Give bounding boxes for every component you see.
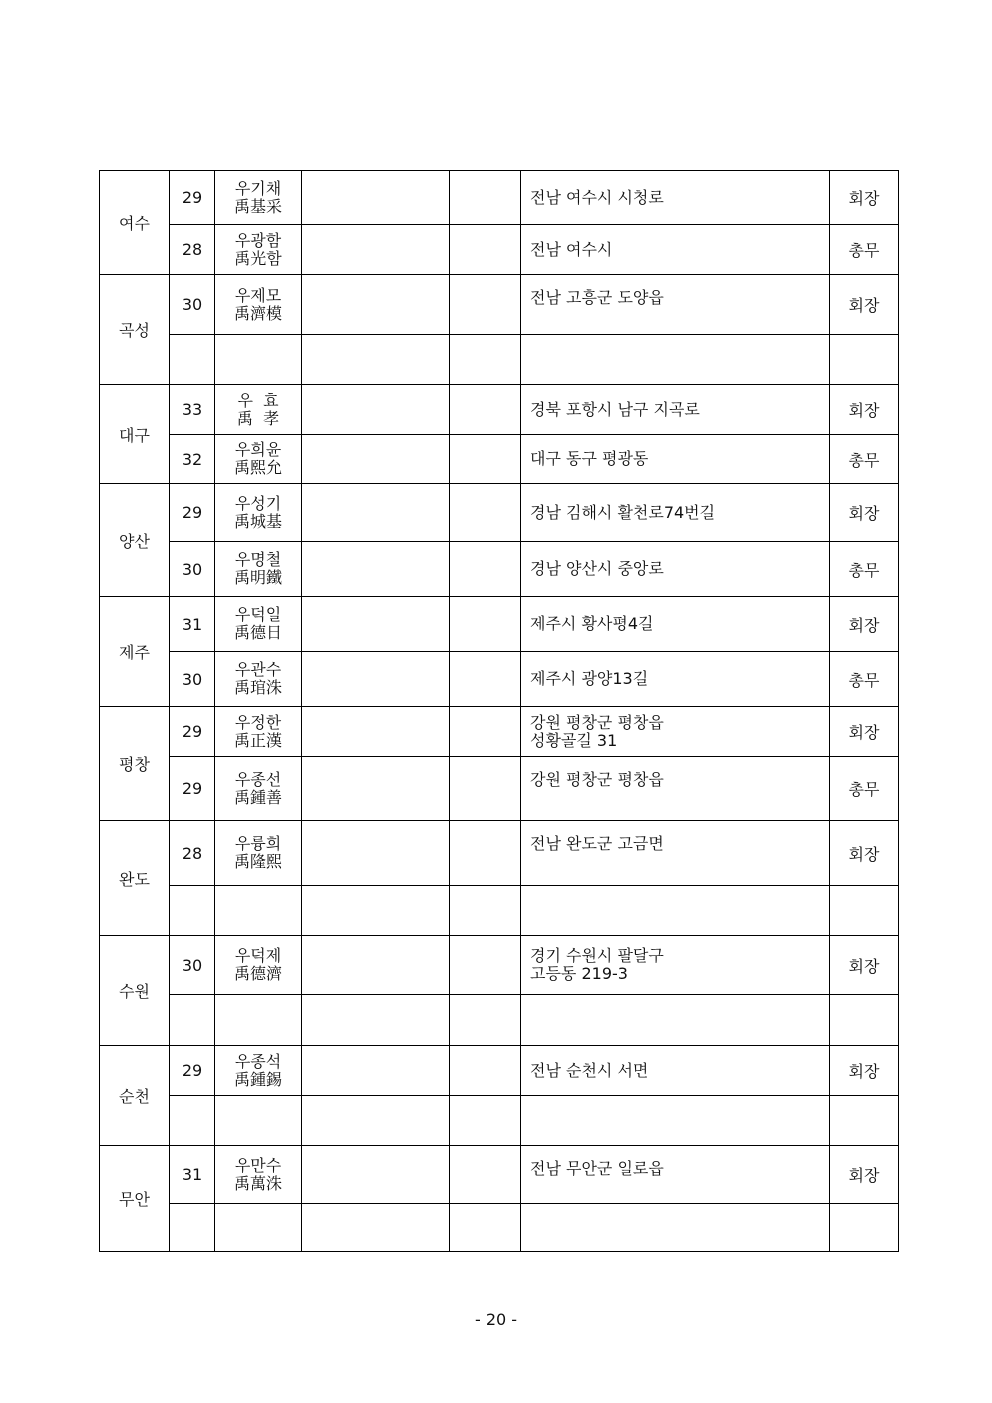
name-korean: 우희윤	[234, 440, 282, 459]
name-cell	[215, 995, 302, 1046]
region-cell: 대구	[100, 385, 170, 484]
name-cell	[215, 821, 302, 886]
name-korean: 우제모	[234, 285, 282, 305]
name-hanja: 禹鍾善	[233, 787, 282, 807]
address-cell	[521, 171, 830, 225]
blank-cell	[302, 597, 450, 652]
region-cell: 곡성	[100, 275, 170, 385]
table-row	[100, 757, 899, 821]
table-row	[100, 597, 899, 652]
blank-cell	[450, 542, 521, 597]
blank-cell	[450, 275, 521, 335]
address-cell	[521, 886, 830, 936]
table-row	[100, 225, 899, 275]
address-cell	[521, 1204, 830, 1252]
address-cell	[521, 275, 830, 335]
role-cell: 총무	[830, 225, 899, 275]
name-cell	[215, 435, 302, 484]
table-row	[100, 652, 899, 707]
address-line: 성황골길 31	[530, 730, 618, 750]
name-cell	[215, 652, 302, 707]
address-cell	[521, 757, 830, 821]
address-line: 전남 무안군 일로읍	[530, 1159, 664, 1178]
address-cell	[521, 542, 830, 597]
region-cell: 완도	[100, 821, 170, 936]
address-cell	[521, 1046, 830, 1096]
blank-cell	[450, 936, 521, 995]
region-cell: 양산	[100, 484, 170, 597]
table-row	[100, 335, 899, 385]
member-roster-table	[99, 170, 899, 1252]
name-korean: 우종선	[234, 769, 282, 789]
table-row	[100, 995, 899, 1046]
name-hanja: 禹城基	[233, 511, 282, 531]
generation-cell: 28	[170, 225, 215, 275]
table-row	[100, 275, 899, 335]
blank-cell	[302, 275, 450, 335]
name-korean: 우종석	[234, 1051, 282, 1071]
blank-cell	[302, 1204, 450, 1252]
generation-cell: 31	[170, 597, 215, 652]
role-cell: 회장	[830, 171, 899, 225]
role-cell: 회장	[830, 1046, 899, 1096]
blank-cell	[302, 1046, 450, 1096]
address-cell	[521, 652, 830, 707]
region-cell: 여수	[100, 171, 170, 275]
blank-cell	[302, 757, 450, 821]
name-korean: 우광함	[234, 230, 282, 250]
blank-cell	[302, 707, 450, 757]
name-korean: 우륭희	[234, 834, 282, 853]
address-cell	[521, 821, 830, 886]
role-cell: 회장	[830, 484, 899, 542]
name-cell	[215, 335, 302, 385]
address-line: 전남 순천시 서면	[530, 1060, 649, 1080]
role-cell: 회장	[830, 275, 899, 335]
name-cell	[215, 484, 302, 542]
name-hanja: 禹琯洙	[233, 678, 282, 697]
table-row	[100, 936, 899, 995]
generation-cell: 33	[170, 385, 215, 435]
name-cell	[215, 757, 302, 821]
address-cell	[521, 225, 830, 275]
name-cell	[215, 1146, 302, 1204]
blank-cell	[450, 821, 521, 886]
role-cell: 회장	[830, 936, 899, 995]
blank-cell	[450, 225, 521, 275]
role-cell: 회장	[830, 385, 899, 435]
address-cell	[521, 1146, 830, 1204]
blank-cell	[302, 225, 450, 275]
blank-cell	[302, 435, 450, 484]
generation-cell: 28	[170, 821, 215, 886]
address-line: 전남 고흥군 도양읍	[530, 288, 664, 307]
address-line: 경북 포항시 남구 지곡로	[530, 399, 700, 419]
blank-cell	[302, 542, 450, 597]
blank-cell	[450, 886, 521, 936]
role-cell	[830, 886, 899, 936]
name-cell	[215, 275, 302, 335]
generation-cell: 29	[170, 707, 215, 757]
blank-cell	[302, 886, 450, 936]
blank-cell	[450, 1096, 521, 1146]
generation-cell	[170, 335, 215, 385]
generation-cell: 30	[170, 936, 215, 995]
generation-cell: 32	[170, 435, 215, 484]
role-cell: 총무	[830, 757, 899, 821]
role-cell: 총무	[830, 542, 899, 597]
generation-cell: 30	[170, 542, 215, 597]
address-line: 경기 수원시 팔달구	[530, 946, 664, 965]
region-cell: 수원	[100, 936, 170, 1046]
blank-cell	[302, 821, 450, 886]
table-row	[100, 484, 899, 542]
table-row	[100, 542, 899, 597]
blank-cell	[450, 484, 521, 542]
table-row	[100, 1146, 899, 1204]
name-cell	[215, 886, 302, 936]
address-line: 전남 여수시 시청로	[530, 187, 664, 207]
generation-cell: 29	[170, 1046, 215, 1096]
name-hanja: 禹光함	[234, 248, 282, 268]
region-cell: 순천	[100, 1046, 170, 1146]
address-line: 경남 김해시 활천로74번길	[530, 502, 716, 522]
name-hanja: 禹濟模	[233, 303, 282, 323]
name-hanja: 禹隆熙	[233, 852, 282, 871]
name-cell	[215, 171, 302, 225]
address-line: 강원 평창군 평창읍	[530, 770, 664, 789]
blank-cell	[450, 597, 521, 652]
region-cell: 제주	[100, 597, 170, 707]
name-cell	[215, 1204, 302, 1252]
address-cell	[521, 995, 830, 1046]
blank-cell	[450, 1204, 521, 1252]
blank-cell	[302, 335, 450, 385]
address-line: 강원 평창군 평창읍	[530, 712, 664, 732]
generation-cell	[170, 886, 215, 936]
generation-cell: 29	[170, 757, 215, 821]
region-cell: 평창	[100, 707, 170, 821]
blank-cell	[450, 652, 521, 707]
role-cell: 회장	[830, 821, 899, 886]
blank-cell	[302, 385, 450, 435]
generation-cell: 30	[170, 652, 215, 707]
table-row	[100, 385, 899, 435]
blank-cell	[450, 995, 521, 1046]
name-korean: 우덕일	[234, 605, 282, 624]
blank-cell	[302, 1096, 450, 1146]
name-cell	[215, 385, 302, 435]
blank-cell	[302, 1146, 450, 1204]
address-line: 제주시 광양13길	[530, 669, 649, 688]
name-korean: 우 효	[237, 390, 279, 410]
name-hanja: 禹熙允	[233, 458, 282, 477]
page-number: - 20 -	[474, 1310, 518, 1329]
name-cell	[215, 225, 302, 275]
blank-cell	[450, 435, 521, 484]
table-row	[100, 435, 899, 484]
table-row	[100, 886, 899, 936]
blank-cell	[450, 1046, 521, 1096]
address-cell	[521, 435, 830, 484]
name-korean: 우만수	[234, 1155, 282, 1175]
address-cell	[521, 597, 830, 652]
name-hanja: 禹 孝	[236, 408, 280, 428]
name-cell	[215, 707, 302, 757]
blank-cell	[450, 757, 521, 821]
role-cell	[830, 1204, 899, 1252]
table-row	[100, 707, 899, 757]
address-cell	[521, 936, 830, 995]
name-hanja: 禹基采	[233, 196, 282, 216]
name-korean: 우덕제	[234, 946, 282, 965]
address-line: 고등동 219-3	[530, 964, 628, 983]
blank-cell	[450, 1146, 521, 1204]
name-cell	[215, 597, 302, 652]
address-line: 경남 양산시 중앙로	[530, 559, 664, 578]
generation-cell: 29	[170, 171, 215, 225]
generation-cell	[170, 995, 215, 1046]
generation-cell	[170, 1204, 215, 1252]
blank-cell	[302, 652, 450, 707]
name-hanja: 禹德濟	[233, 964, 282, 983]
role-cell: 회장	[830, 597, 899, 652]
blank-cell	[450, 707, 521, 757]
blank-cell	[302, 171, 450, 225]
name-korean: 우관수	[234, 660, 282, 679]
blank-cell	[450, 171, 521, 225]
region-cell: 무안	[100, 1146, 170, 1252]
address-cell	[521, 707, 830, 757]
name-korean: 우기채	[234, 178, 282, 198]
table-row	[100, 1096, 899, 1146]
table-row	[100, 821, 899, 886]
roster-body	[100, 171, 899, 1252]
name-korean: 우정한	[234, 712, 282, 732]
role-cell: 총무	[830, 652, 899, 707]
name-cell	[215, 542, 302, 597]
generation-cell: 30	[170, 275, 215, 335]
address-cell	[521, 335, 830, 385]
generation-cell: 29	[170, 484, 215, 542]
generation-cell	[170, 1096, 215, 1146]
generation-cell: 31	[170, 1146, 215, 1204]
name-hanja: 禹萬洙	[233, 1173, 282, 1193]
role-cell	[830, 1096, 899, 1146]
role-cell: 회장	[830, 1146, 899, 1204]
name-cell	[215, 1046, 302, 1096]
blank-cell	[450, 335, 521, 385]
table-row	[100, 171, 899, 225]
name-korean: 우명철	[234, 550, 282, 569]
address-line: 전남 여수시	[530, 239, 613, 259]
blank-cell	[450, 385, 521, 435]
address-cell	[521, 1096, 830, 1146]
address-line: 전남 완도군 고금면	[530, 834, 664, 853]
role-cell: 총무	[830, 435, 899, 484]
name-hanja: 禹鍾錫	[233, 1069, 282, 1089]
address-line: 대구 동구 평광동	[530, 449, 649, 468]
table-row	[100, 1046, 899, 1096]
name-hanja: 禹德日	[233, 623, 282, 642]
address-line: 제주시 황사평4길	[530, 614, 654, 633]
name-cell	[215, 1096, 302, 1146]
address-cell	[521, 385, 830, 435]
name-hanja: 禹明鐵	[233, 568, 282, 587]
name-korean: 우성기	[234, 493, 282, 513]
role-cell	[830, 995, 899, 1046]
blank-cell	[302, 484, 450, 542]
name-hanja: 禹正漢	[233, 730, 282, 750]
address-cell	[521, 484, 830, 542]
role-cell: 회장	[830, 707, 899, 757]
role-cell	[830, 335, 899, 385]
name-cell	[215, 936, 302, 995]
blank-cell	[302, 936, 450, 995]
blank-cell	[302, 995, 450, 1046]
table-row	[100, 1204, 899, 1252]
